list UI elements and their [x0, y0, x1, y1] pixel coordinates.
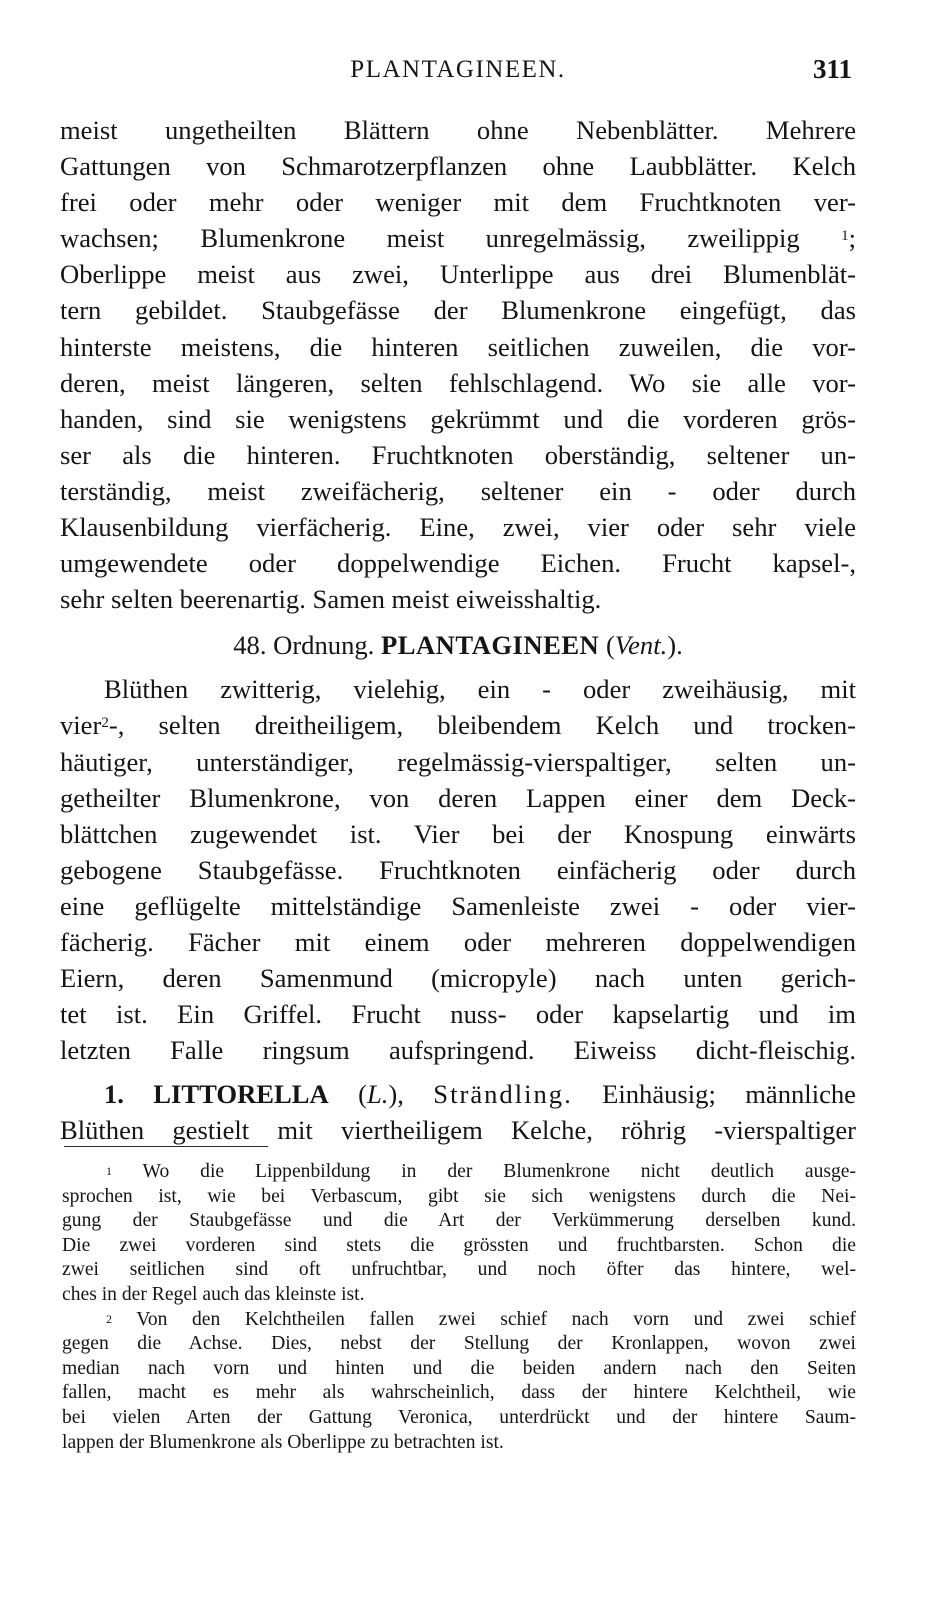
footnote-2	[62, 1308, 856, 1456]
text-line: terständig, meist zweifächerig, seltener ein - oder durch	[60, 475, 856, 506]
text-line: Klausenbildung vierfächerig. Eine, zwei, vier oder sehr viele	[60, 512, 856, 543]
text-line	[60, 707, 856, 743]
text-line: ser als die hinteren. Fruchtknoten oberständig, seltener un-	[60, 439, 856, 470]
text-line: Eiern, deren Samenmund (micropyle) nach unten gerich-	[60, 963, 856, 994]
main-text	[60, 112, 856, 1149]
text-line: Gattungen von Schmarotzerpflanzen ohne Laubblätter. Kelch	[60, 151, 856, 182]
text-line: gung der Staubgefässe und die Art der Verkümmerung derselben kund.	[62, 1210, 856, 1232]
text-line: frei oder mehr oder weniger mit dem Fruchtknoten ver-	[60, 187, 856, 218]
text-line: bei vielen Arten der Gattung Veronica, unterdrückt und der hintere Saum-	[62, 1406, 856, 1428]
footnotes	[62, 1160, 856, 1455]
text-line	[62, 1160, 856, 1185]
footnote-marker: 1	[106, 1164, 112, 1178]
genus-name: 1. LITTORELLA	[104, 1079, 329, 1110]
paren-open: (	[358, 1079, 367, 1110]
text-line: Oberlippe meist aus zwei, Unterlippe aus drei Blumenblät-	[60, 259, 856, 290]
text-line: lappen der Blumenkrone als Oberlippe zu betrachten ist.	[62, 1431, 504, 1453]
text-line: letzten Falle ringsum aufspringend. Eiweiss dicht-fleischig.	[60, 1035, 856, 1066]
text-fragment: Wo die Lippenbildung in der Blumenkrone nicht deutlich ausge-	[142, 1161, 857, 1182]
text-line: tet ist. Ein Griffel. Frucht nuss- oder kapselartig und im	[60, 999, 856, 1030]
text-line: umgewendete oder doppelwendige Eichen. Frucht kapsel-,	[60, 548, 856, 579]
text-line: ches in der Regel auch das kleinste ist.	[62, 1283, 365, 1305]
text-line: eine geflügelte mittelständige Samenleiste zwei - oder vier-	[60, 890, 856, 921]
text-line: median nach vorn und hinten und die beiden andern nach den Seiten	[62, 1357, 856, 1379]
paren-close: ).	[667, 630, 683, 661]
text-line: zwei seitlichen sind oft unfruchtbar, und noch öfter das hintere, wel-	[62, 1259, 856, 1281]
text-line: handen, sind sie wenigstens gekrümmt und die vorderen grös-	[60, 403, 856, 434]
text-line: häutiger, unterständiger, regelmässig-vierspaltiger, selten un-	[60, 746, 856, 777]
text-line: Blüthen gestielt mit viertheiligem Kelche, röhrig -vierspaltiger	[60, 1115, 856, 1146]
running-title: PLANTAGINEEN.	[350, 56, 566, 83]
text-fragment: vier	[60, 710, 102, 741]
order-number: 48. Ordnung.	[233, 630, 375, 661]
text-fragment: Einhäusig; männliche	[602, 1079, 856, 1110]
footnote-ref-2: 2	[101, 715, 109, 732]
text-line: gegen die Achse. Dies, nebst der Stellung der Kronlappen, wovon zwei	[62, 1333, 856, 1355]
text-line: Blüthen zwitterig, vielehig, ein - oder zweihäusig, mit	[104, 674, 856, 705]
text-line: Die zwei vorderen sind stets die grössten und fruchtbarsten. Schon die	[62, 1234, 856, 1256]
text-line: hinterste meistens, die hinteren seitlichen zuweilen, die vor-	[60, 331, 856, 362]
footnote-marker: 2	[106, 1311, 112, 1326]
order-author: Vent.	[614, 630, 668, 661]
paren-open: (	[605, 630, 615, 661]
text-fragment: ;	[848, 223, 856, 254]
text-line	[62, 1308, 856, 1333]
text-line: fallen, macht es mehr als wahrscheinlich, dass der hintere Kelchtheil, wie	[62, 1382, 856, 1404]
text-line	[60, 1076, 856, 1112]
text-line: sprochen ist, wie bei Verbascum, gibt sie sich wenigstens durch die Nei-	[62, 1185, 856, 1207]
text-fragment: wachsen; Blumenkrone meist unregelmässig, zweilippig	[60, 223, 800, 254]
text-line: getheilter Blumenkrone, von deren Lappen einer dem Deck-	[60, 782, 856, 813]
page-header	[60, 52, 856, 90]
footnote-1	[62, 1160, 856, 1308]
order-name: PLANTAGINEEN	[380, 630, 600, 661]
footnote-ref-1: 1	[841, 228, 849, 245]
text-fragment: -, selten dreitheiligem, bleibendem Kelch und trocken-	[108, 710, 856, 741]
common-name: Strändling.	[433, 1079, 573, 1110]
paren-close: ),	[388, 1079, 404, 1110]
paragraph-family-description	[60, 112, 856, 617]
text-line: sehr selten beerenartig. Samen meist eiweisshaltig.	[60, 584, 602, 615]
paragraph-genus-littorella	[60, 1076, 856, 1148]
text-line: fächerig. Fächer mit einem oder mehreren doppelwendigen	[60, 926, 856, 957]
text-fragment: Von den Kelchtheilen fallen zwei schief nach vorn und zwei schief	[136, 1308, 856, 1330]
text-line: deren, meist längeren, selten fehlschlagend. Wo sie alle vor-	[60, 367, 856, 398]
text-line: meist ungetheilten Blättern ohne Nebenblätter. Mehrere	[60, 115, 856, 145]
text-line: blättchen zugewendet ist. Vier bei der Knospung einwärts	[60, 818, 856, 849]
page-number: 311	[812, 54, 852, 84]
text-line: tern gebildet. Staubgefässe der Blumenkrone eingefügt, das	[60, 295, 856, 326]
paragraph-order-description	[60, 671, 856, 1068]
genus-author: L.	[366, 1079, 389, 1110]
footnote-separator	[64, 1146, 268, 1147]
order-heading	[60, 627, 856, 663]
text-line	[60, 220, 856, 256]
text-line: gebogene Staubgefässe. Fruchtknoten einfächerig oder durch	[60, 854, 856, 885]
